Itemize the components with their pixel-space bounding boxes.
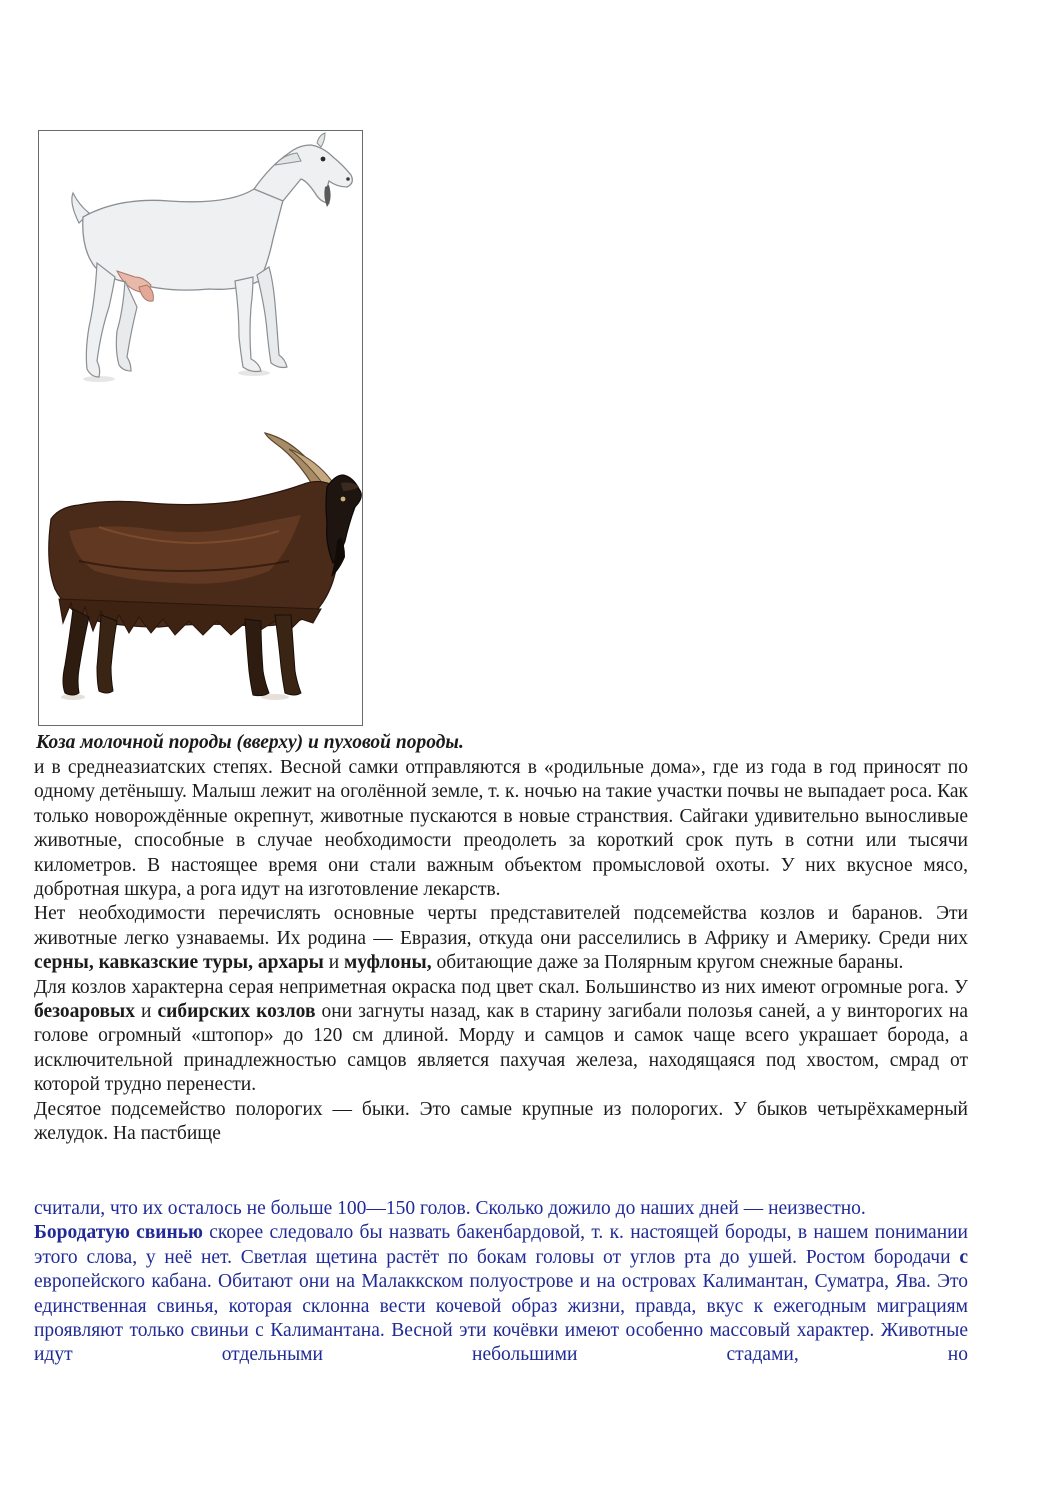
paragraph-text: Нет необходимости перечислять основные черты представителей подсемейства козлов и баранов. Эти животные легко узнаваемы. Их родина — Евразия, откуда они расселились в Африку и Америку. Среди них [34, 903, 968, 949]
white-dairy-goat-image [72, 133, 352, 382]
article-text [34, 756, 968, 1147]
paragraph-saiga: и в среднеазиатских степях. Весной самки отправляются в «родильные дома», где из года в год приносят по одному детёнышу. Малыш лежит на оголённой земле, т. к. ночью на такие участки почвы не выпадает роса. Как только новорождённые окрепнут, животные пускаются в новые странствия. Сайгаки удивительно выносливые животные, способные в случае необходимости преодолеть за короткий срок путь в сотни или тысячи километров. В настоящее время они стали важным объектом промысловой охоты. У них вкусное мясо, добротная шкура, а рога идут на изготовление лекарств. [34, 757, 968, 901]
paragraph-text: европейского кабана. Обитают они на Малаккском полуострове и на островах Калимантан, Суматра, Ява. Это единственная свинья, которая склонна вести кочевой образ жизни, правда, вкус к ежегодным миграциям проявляют только свиньи с Калимантана. Весной эти кочёвки имеют особенно массовый характер. Животные идут отдельными небольшими стадами, но [34, 1271, 968, 1366]
paragraph-text: скорее следовало бы назвать бакенбардовой, т. к. настоящей бороды, в нашем понимании этого слова, у неё нет. Светлая щетина растёт по бокам головы от углов рта до ушей. Ростом бородачи [34, 1222, 968, 1268]
paragraph-goats [34, 976, 968, 1098]
paragraph-bulls: Десятое подсемейство полорогих — быки. Это самые крупные из полорогих. У быков четырёхкамерный желудок. На пастбище [34, 1098, 968, 1145]
paragraph-text: Для козлов характерна серая неприметная окраска под цвет скал. Большинство из них имеют огромные рога. У [34, 976, 968, 998]
paragraph-text: они загнуты назад, как в старину загибали полозья саней, а у винторогих на голове огромный «штопор» до 120 см длиной. Морду и самцов и самок чаще всего украшает борода, а исключительной принадлежностью самцов является пахучая железа, находящаяся под хвостом, смрад от которой трудно перенести. [34, 1001, 968, 1096]
bold-term: сибирских козлов [157, 1001, 316, 1023]
goat-illustration-frame [38, 130, 363, 726]
goat-illustrations [39, 131, 363, 726]
paragraph-text: обитающие даже за Полярным кругом снежные бараны. [431, 952, 904, 974]
paragraph-text: и [323, 952, 344, 974]
bold-term: серны, кавказские туры, архары [34, 952, 324, 974]
paragraph-count: считали, что их осталось не больше 100—150 голов. Сколько дожило до наших дней — неизвестно. [34, 1198, 866, 1219]
bold-term: с [959, 1246, 968, 1268]
paragraph-bearded-pig [34, 1221, 968, 1367]
bold-term: безоаровых [34, 1001, 135, 1023]
bold-term: Бородатую свинью [34, 1222, 203, 1244]
bold-term: муфлоны, [344, 952, 432, 974]
figure-caption: Коза молочной породы (вверху) и пуховой породы. [36, 732, 464, 753]
paragraph-goats-sheep [34, 902, 968, 975]
brown-downy-goat-image [49, 433, 362, 700]
paragraph-text: и [135, 1001, 158, 1023]
article-text-blue [34, 1197, 968, 1368]
